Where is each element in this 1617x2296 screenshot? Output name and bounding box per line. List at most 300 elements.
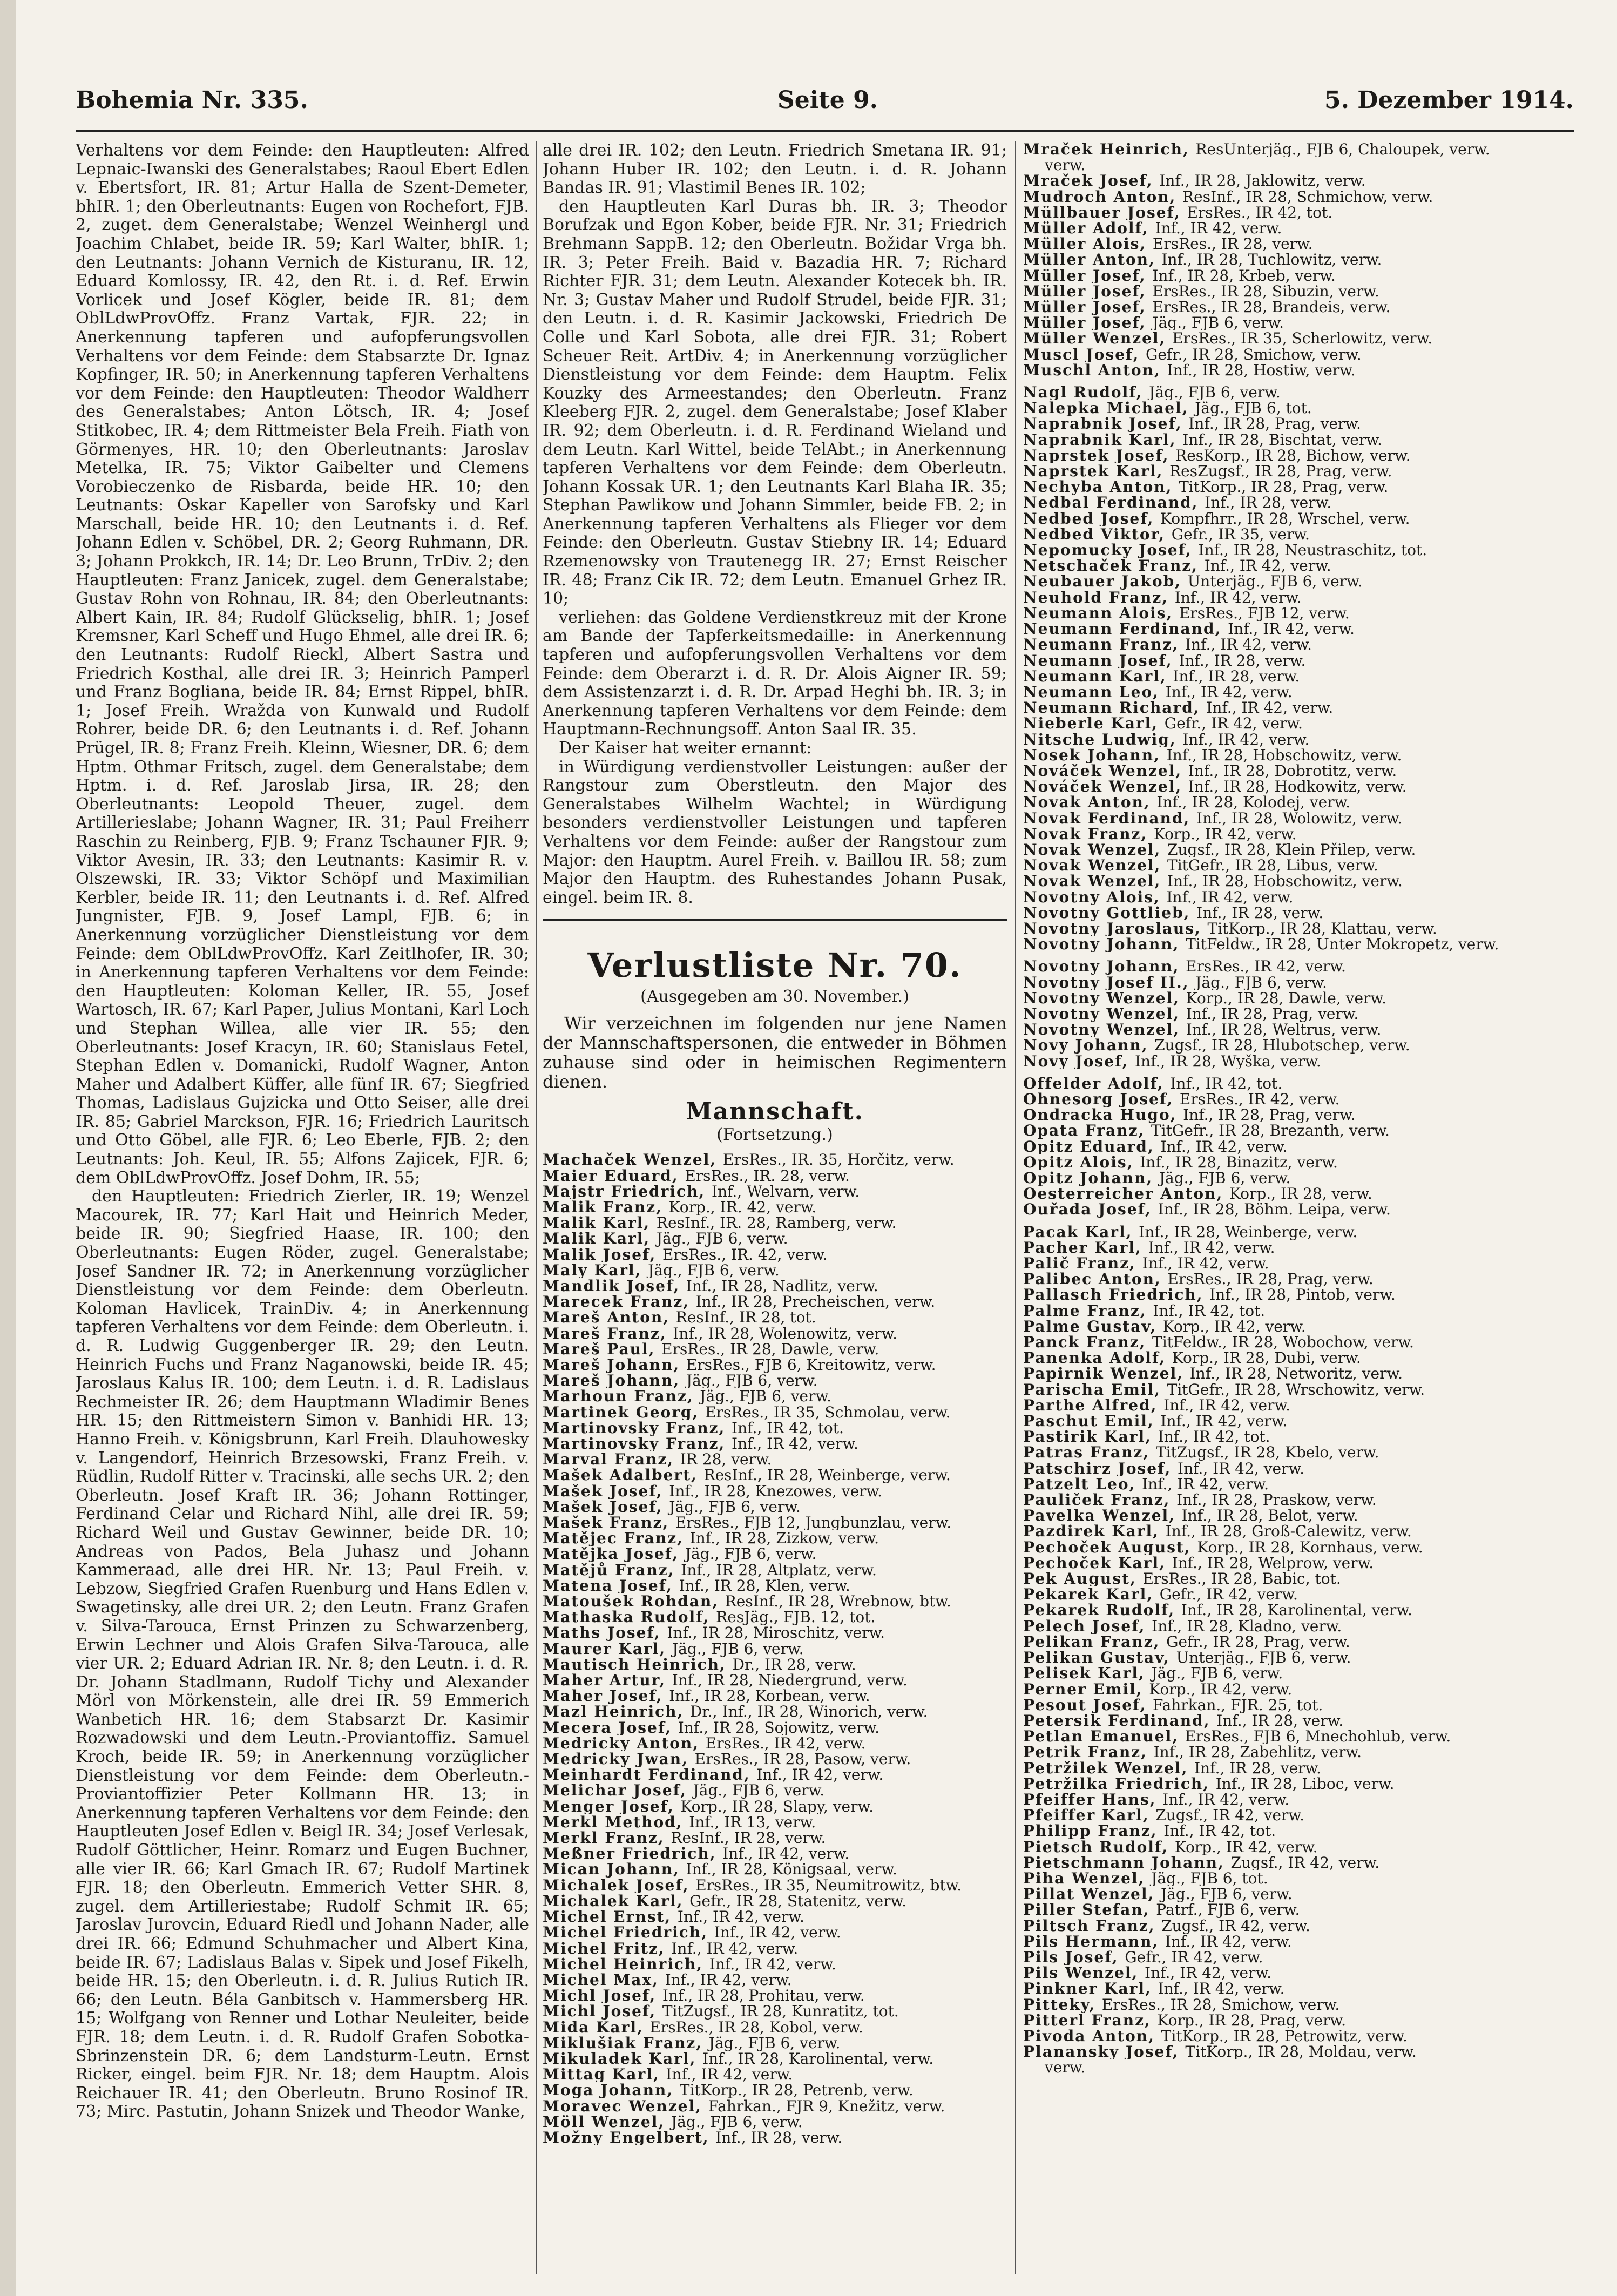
casualty-details: ErsRes., IR 28, Smichow, verw. (1101, 1996, 1340, 2013)
casualty-name: Novotny Jaroslaus, (1023, 920, 1208, 937)
casualty-entry (1023, 1303, 1574, 1319)
casualty-details: Inf., IR 28, Altplatz, verw. (681, 1562, 877, 1578)
casualty-details: Jäg., FJB 6, verw. (671, 2113, 803, 2130)
casualty-entry (1023, 763, 1574, 779)
casualty-details: Jäg., FJB 6, verw. (1195, 974, 1327, 990)
casualty-details: ErsRes., IR. 42, verw. (662, 1246, 828, 1262)
casualty-details: Inf., IR 42, verw. (722, 1846, 850, 1862)
casualty-details: Inf., IR 28, Prag, verw. (1186, 1005, 1359, 1022)
casualty-entry (1023, 921, 1574, 936)
casualty-details: Inf., IR 13, verw. (689, 1814, 816, 1831)
casualty-name: Malik Karl, (543, 1231, 657, 1247)
casualty-entry (543, 1720, 1007, 1735)
casualty-name: Pietschmann Johann, (1023, 1854, 1231, 1870)
casualty-details: Inf., IR 28, verw. (1173, 668, 1300, 684)
casualty-entry (543, 1451, 1007, 1467)
casualty-details: Inf., IR 42, verw. (756, 1767, 884, 1783)
casualty-name: Ohnesorg Josef, (1023, 1091, 1180, 1108)
casualty-name: Nieberle Karl, (1023, 715, 1165, 732)
casualty-entry (1023, 1792, 1574, 1807)
casualty-name: Müller Anton, (1023, 252, 1162, 268)
casualty-entry (1023, 1076, 1574, 1091)
casualty-details: ErsRes., IR 28, verw. (1152, 236, 1313, 252)
casualty-entry (1023, 1807, 1574, 1823)
casualty-entry (543, 1814, 1007, 1830)
casualty-name: Neubauer Jakob, (1023, 573, 1188, 590)
casualty-name: Marval Franz, (543, 1451, 680, 1468)
casualty-name: Müller Josef, (1023, 283, 1153, 300)
casualty-details: Inf., IR 42, verw. (1155, 220, 1282, 237)
casualty-name: Novotny Johann, (1023, 936, 1186, 953)
casualty-details: Inf., IR 28, Networitz, verw. (1189, 1366, 1403, 1382)
casualty-name: Maier Eduard, (543, 1167, 685, 1184)
casualty-entry (1023, 252, 1574, 267)
casualty-name: Maths Josef, (543, 1625, 667, 1641)
casualty-entry (543, 1861, 1007, 1877)
casualty-name: Nováček Wenzel, (1023, 779, 1188, 795)
casualty-entry (1023, 684, 1574, 700)
casualty-name: Nedbed Viktor, (1023, 526, 1172, 543)
casualty-list (1023, 141, 1574, 2076)
casualty-name: Novotny Alois, (1023, 889, 1167, 905)
casualty-name: Mican Johann, (543, 1861, 686, 1878)
casualty-entry (543, 1199, 1007, 1215)
casualty-name: Medricky Anton, (543, 1735, 706, 1752)
casualty-name: Mašek Adalbert, (543, 1467, 704, 1483)
casualty-details: ErsRes., FJB 12, Jungbunzlau, verw. (675, 1515, 952, 1531)
casualty-entry (543, 1530, 1007, 1546)
casualty-name: Mittag Karl, (543, 2067, 666, 2083)
casualty-name: Möll Wenzel, (543, 2113, 671, 2130)
casualty-entry (543, 1483, 1007, 1499)
casualty-entry (1023, 2028, 1574, 2044)
casualty-details: Jäg., FJB 6, tot. (1151, 1870, 1268, 1887)
casualty-entry (1023, 1586, 1574, 1602)
casualty-entry (1023, 590, 1574, 605)
continuation-note: (Fortsetzung.) (716, 1125, 833, 1145)
casualty-list (543, 1152, 1007, 2145)
casualty-entry (1023, 1006, 1574, 1022)
decorations-text: alle drei IR. 102; den Leutn. Friedrich Smetana IR. 91; Johann Huber IR. 102; den Leutn. i. d. R. Johann Bandas IR. 91; Vlastimil Benes IR. 102; (543, 141, 1007, 198)
casualty-details: Inf., IR 42, verw. (671, 1940, 799, 1956)
casualty-entry (1023, 2059, 1574, 2075)
casualty-details: Korp., IR 42, verw. (1162, 1318, 1306, 1335)
casualty-name: Pastirik Karl, (1023, 1429, 1158, 1445)
casualty-entry (1023, 1949, 1574, 1965)
casualty-name: Müller Josef, (1023, 315, 1153, 331)
casualty-details: Jäg., FJB 6, tot. (1195, 400, 1312, 416)
casualty-name: Malik Karl, (543, 1215, 657, 1231)
casualty-entry (1023, 283, 1574, 299)
casualty-entry (543, 1704, 1007, 1719)
casualty-details: Zugsf., IR 42, verw. (1161, 1917, 1310, 1934)
casualty-name: Opata Franz, (1023, 1123, 1151, 1139)
casualty-details: Inf., IR 28, Neustraschitz, tot. (1198, 542, 1427, 558)
casualty-name: Petržilka Friedrich, (1023, 1775, 1216, 1792)
casualty-entry (1023, 1571, 1574, 1586)
casualty-entry (1023, 1602, 1574, 1618)
casualty-name: Mida Karl, (543, 2019, 650, 2035)
casualty-name: Petržilek Wenzel, (1023, 1760, 1195, 1776)
casualty-name: Pelisek Karl, (1023, 1665, 1152, 1682)
casualty-details: Inf., IR 28, verw. (715, 2129, 843, 2146)
casualty-name: Ondracka Hugo, (1023, 1107, 1183, 1123)
casualty-details: ErsRes., IR 28, Sibuzin, verw. (1152, 283, 1379, 300)
casualty-entry (1023, 526, 1574, 542)
casualty-entry (543, 1657, 1007, 1672)
casualty-details: Inf., IR 28, Precheischen, verw. (695, 1294, 936, 1310)
casualty-details: Inf., IR 42, tot. (1158, 1429, 1270, 1445)
casualty-entry (1023, 1855, 1574, 1870)
casualty-entry (543, 1641, 1007, 1657)
casualty-entry (1023, 141, 1574, 157)
casualty-details: Inf., IR 28, Wolenowitz, verw. (673, 1325, 898, 1341)
casualty-entry (543, 1625, 1007, 1640)
casualty-name: Pesout Josef, (1023, 1697, 1153, 1713)
casualty-name: Pitterl Franz, (1023, 2012, 1158, 2028)
casualty-name: Parthe Alfred, (1023, 1397, 1164, 1414)
casualty-name: Pivoda Anton, (1023, 2028, 1161, 2044)
casualty-name: Matějů Franz, (543, 1562, 681, 1578)
casualty-details: ErsRes., FJB 6, Mnechohlub, verw. (1185, 1728, 1451, 1745)
casualty-name: Pek August, (1023, 1571, 1143, 1587)
casualty-details: Jäg., FJB 6, verw. (685, 1546, 817, 1562)
column-middle (543, 141, 1007, 2280)
casualty-name: Nedbal Ferdinand, (1023, 495, 1205, 511)
casualty-details: Inf., IR 42, verw. (1158, 1981, 1285, 1997)
casualty-entry (543, 1735, 1007, 1751)
casualty-details: Korp., IR 28, Slapy, verw. (680, 1798, 874, 1814)
page-number: Seite 9. (777, 86, 878, 114)
casualty-details: Inf., IR 42, verw. (1142, 1255, 1269, 1272)
casualty-details: TitZugsf., IR 28, Kbelo, verw. (1155, 1444, 1379, 1461)
casualty-entry (1023, 1255, 1574, 1271)
casualty-entry (543, 1924, 1007, 1940)
casualty-name: Novak Wenzel, (1023, 857, 1168, 874)
casualty-details: Jäg., FJB 6, verw. (686, 1373, 818, 1389)
casualty-details: Inf., IR 28, Wolowitz, verw. (1196, 810, 1403, 826)
casualty-entry (543, 2051, 1007, 2067)
casualty-entry (1023, 511, 1574, 526)
casualty-details: ResZugsf., IR 28, Prag, verw. (1169, 463, 1392, 480)
casualty-details: ErsRes., IR 35, Neumitrowitz, btw. (695, 1877, 962, 1893)
casualty-details: Inf., IR 42, verw. (1182, 731, 1310, 747)
casualty-entry (1023, 1054, 1574, 1069)
casualty-details: Inf., IR 28, Bischtat, verw. (1182, 431, 1382, 448)
casualty-details: Jäg., FJB 6, verw. (708, 2035, 841, 2051)
casualty-details: Inf., IR 28, verw. (1216, 1712, 1344, 1729)
casualty-details: ErsRes., IR. 28, verw. (685, 1167, 850, 1184)
casualty-name: Naprabnik Josef, (1023, 416, 1189, 432)
casualty-name: Michel Max, (543, 1971, 665, 1988)
casualty-entry (1023, 1037, 1574, 1053)
casualty-details: Gefr., IR 42, verw. (1125, 1949, 1263, 1966)
casualty-name: Müller Wenzel, (1023, 330, 1173, 347)
casualty-entry (1023, 1201, 1574, 1217)
casualty-details: ErsRes., IR 28, Brandeis, verw. (1152, 299, 1391, 315)
casualty-entry (1023, 416, 1574, 431)
casualty-name: Michl Josef, (543, 2003, 662, 2020)
casualty-details: Inf., IR 42, verw. (665, 1971, 792, 1988)
casualty-entry (1023, 1682, 1574, 1697)
casualty-details: Unterjäg., FJB 6, verw. (1187, 573, 1363, 590)
casualty-name: Mazl Heinrich, (543, 1704, 690, 1720)
casualty-details: Jäg., FJB 6, verw. (669, 1498, 801, 1515)
casualty-details: Jäg., FJB 6, verw. (672, 1640, 804, 1657)
casualty-name: Patschirz Josef, (1023, 1460, 1178, 1476)
casualty-name: Pacak Karl, (1023, 1224, 1139, 1240)
casualty-details: Zugsf., IR 42, verw. (1230, 1854, 1380, 1870)
casualty-details: Jäg., FJB 6, verw. (1160, 1886, 1293, 1902)
casualty-entry (1023, 1918, 1574, 1934)
casualty-entry (543, 1546, 1007, 1562)
casualty-entry (543, 1404, 1007, 1420)
casualty-entry (1023, 1776, 1574, 1792)
casualty-entry (1023, 1870, 1574, 1886)
casualty-entry (543, 1309, 1007, 1325)
casualty-entry (1023, 1319, 1574, 1334)
casualty-entry (1023, 605, 1574, 621)
casualty-entry (1023, 1429, 1574, 1444)
casualty-name: Medricky Jwan, (543, 1751, 695, 1767)
casualty-name: Majstr Friedrich, (543, 1183, 712, 1199)
casualty-name: Pelech Josef, (1023, 1618, 1152, 1634)
casualty-details: ErsRes., IR 28, Babic, tot. (1142, 1571, 1341, 1587)
casualty-details: Korp., IR 42, verw. (1174, 1839, 1318, 1855)
casualty-name: Paschut Emil, (1023, 1413, 1161, 1429)
casualty-details: Inf., IR 42, verw. (1163, 1397, 1291, 1414)
casualty-details: Inf., IR 28, Prag, verw. (1183, 1107, 1356, 1123)
casualty-details: Inf., IR 42, verw. (666, 2067, 793, 2083)
casualty-entry (1023, 573, 1574, 589)
casualty-entry (543, 1767, 1007, 1782)
casualty-entry (1023, 2044, 1574, 2059)
casualty-name: Moravec Wenzel, (543, 2098, 708, 2114)
casualty-entry (543, 1909, 1007, 1924)
casualty-entry (1023, 873, 1574, 889)
casualty-name: Ouřada Josef, (1023, 1201, 1158, 1218)
casualty-name: Palibec Anton, (1023, 1271, 1168, 1287)
casualty-entry (1023, 1634, 1574, 1650)
casualty-details: Gefr., IR 35, verw. (1171, 526, 1310, 543)
casualty-name: Pinkner Karl, (1023, 1981, 1158, 1997)
casualty-name: Mikuladek Karl, (543, 2050, 703, 2067)
casualty-name: Pils Hermann, (1023, 1933, 1165, 1949)
issue-date: 5. Dezember 1914. (1324, 86, 1574, 114)
casualty-name: Neumann Franz, (1023, 637, 1186, 653)
casualty-details: Inf., IR 28, Karolinental, verw. (702, 2050, 934, 2067)
casualty-name: Muscl Josef, (1023, 346, 1146, 362)
casualty-details: Inf., IR 42, verw. (1204, 558, 1331, 574)
casualty-entry (543, 1799, 1007, 1814)
casualty-name: Michalek Karl, (543, 1893, 690, 1909)
casualty-entry (1023, 1713, 1574, 1728)
casualty-details: verw. (1045, 2059, 1086, 2076)
casualty-entry (1023, 1287, 1574, 1302)
casualty-entry (1023, 1461, 1574, 1476)
casualty-details: TitGefr., IR 28, Brezanth, verw. (1151, 1123, 1390, 1139)
casualty-entry (1023, 905, 1574, 921)
casualty-name: Nepomucky Josef, (1023, 542, 1199, 558)
casualty-details: Inf., IR 28, Wyška, verw. (1134, 1053, 1321, 1069)
casualty-entry (543, 1436, 1007, 1451)
casualty-entry (543, 1515, 1007, 1530)
casualty-details: Inf., IR 28, Miroschitz, verw. (667, 1625, 885, 1641)
casualty-details: Jäg., FJB 6, verw. (1159, 1170, 1291, 1186)
casualty-name: Martinovsky Franz, (543, 1436, 732, 1452)
casualty-details: Dr., Inf., IR 28, Winorich, verw. (689, 1704, 928, 1720)
casualty-name: Neumann Alois, (1023, 605, 1179, 622)
casualty-name: Nedbed Josef, (1023, 510, 1161, 526)
casualty-name: Pacher Karl, (1023, 1239, 1148, 1256)
casualty-name: Michel Ernst, (543, 1909, 678, 1925)
casualty-name: Pfeiffer Karl, (1023, 1807, 1156, 1824)
casualty-entry (1023, 463, 1574, 479)
casualty-details: Inf., IR 28, Hobschowitz, verw. (1166, 747, 1402, 763)
casualty-name: Petrik Franz, (1023, 1744, 1154, 1760)
casualty-name: Nagl Rudolf, (1023, 384, 1149, 401)
casualty-name: Nechyba Anton, (1023, 479, 1179, 495)
casualty-entry (1023, 668, 1574, 684)
casualty-entry (543, 1231, 1007, 1246)
casualty-entry (1023, 1744, 1574, 1760)
casualty-details: Inf., IR 28, Dobrotitz, verw. (1188, 762, 1397, 779)
casualty-details: Korp., IR 28, Dawle, verw. (1186, 990, 1386, 1006)
casualty-details: Fahrkan., FJR 9, Knežitz, verw. (708, 2098, 945, 2114)
casualty-entry (543, 2067, 1007, 2082)
casualty-entry (1023, 1350, 1574, 1366)
casualty-details: TitKorp., IR 28, Prag, verw. (1179, 479, 1389, 495)
casualty-details: TitGefr., IR 28, Wrschowitz, verw. (1167, 1381, 1425, 1397)
casualty-entry (1023, 700, 1574, 715)
casualty-details: Inf., IR 28, Hodkowitz, verw. (1188, 779, 1407, 795)
casualty-name: Pazdirek Karl, (1023, 1523, 1166, 1539)
casualty-entry (543, 2114, 1007, 2130)
casualty-details: Inf., IR 28, Nadlitz, verw. (686, 1278, 878, 1294)
casualty-entry (543, 2082, 1007, 2098)
casualty-name: Matena Josef, (543, 1577, 679, 1594)
casualty-details: Gefr., IR 28, Prag, verw. (1166, 1633, 1350, 1650)
casualty-details: Inf., IR 42, verw. (1174, 589, 1302, 605)
casualty-entry (1023, 1413, 1574, 1429)
casualty-details: Inf., IR 42, verw. (1160, 1413, 1288, 1429)
casualty-name: Machaček Wenzel, (543, 1152, 723, 1168)
casualty-details: Jäg., FJB 6, verw. (656, 1231, 788, 1247)
casualty-entry (1023, 1397, 1574, 1413)
casualty-entry (1023, 1760, 1574, 1776)
casualty-details: Inf., IR 28, Liboc, verw. (1215, 1775, 1395, 1792)
casualty-details: Jäg., FJB 6, verw. (1149, 384, 1281, 401)
casualty-details: Zugsf., IR 28, Klein Přilep, verw. (1167, 841, 1416, 858)
casualty-name: Mareš Franz, (543, 1325, 673, 1341)
casualty-details: Inf., IR 28, Prag, verw. (1188, 416, 1361, 432)
casualty-details: ResInf., IR 28, Wrebnow, btw. (725, 1593, 951, 1610)
casualty-details: Zugsf., IR 28, Hlubotschep, verw. (1154, 1037, 1410, 1054)
casualty-name: Panenka Adolf, (1023, 1350, 1172, 1366)
casualty-details: ErsRes., IR 28, Pasow, verw. (694, 1751, 911, 1767)
casualty-name: Martinovsky Franz, (543, 1420, 732, 1436)
casualty-entry (1023, 495, 1574, 510)
casualty-name: Pauliček Franz, (1023, 1492, 1177, 1508)
casualty-details: Inf., IR 28, verw. (1205, 495, 1332, 511)
casualty-entry (1023, 1022, 1574, 1037)
casualty-entry (1023, 732, 1574, 747)
casualty-entry (1023, 1492, 1574, 1508)
casualty-entry (1023, 1839, 1574, 1855)
casualty-entry (1023, 857, 1574, 873)
casualty-name: Novy Josef, (1023, 1053, 1135, 1069)
casualty-details: IR 28, verw. (680, 1451, 772, 1468)
casualty-name: Mašek Josef, (543, 1483, 669, 1499)
casualty-entry (1023, 747, 1574, 763)
casualty-entry (1023, 479, 1574, 495)
casualty-entry (543, 1941, 1007, 1956)
casualty-name: Palme Gustav, (1023, 1318, 1163, 1335)
casualty-entry (1023, 1523, 1574, 1539)
casualty-name: Matějec Franz, (543, 1530, 690, 1547)
casualty-name: Neumann Richard, (1023, 700, 1207, 716)
casualty-entry (543, 1247, 1007, 1262)
casualty-entry (1023, 173, 1574, 188)
casualty-entry (1023, 1665, 1574, 1681)
decorations-text: den Hauptleuten Karl Duras bh. IR. 3; Theodor Borufzak und Egon Kober, beide FJR. Nr. 31; Friedrich Brehmann SappB. 12; den Oberleutn. Božidar Vrga bh. IR. 3; Peter Freih. Baid v. Bazadia HR. 7; Richard Richter FJR. 31; dem Leutn. Alexander Kotecek bh. IR. Nr. 3; Gustav Maher und Rudolf Strudel, beide FJR. 31; den Leutn. i. d. R. Kasimir Jackowski, Friedrich De Colle und Karl Sobota, alle drei FJR. 31; Robert Scheuer Reit. ArtDiv. 4; in Anerkennung vorzüglicher Dienstleistung vor dem Feinde: dem Hauptm. Felix Kouzky des Armeestandes; den Oberleutn. Franz Kleeberg FJR. 2, zugel. dem Generalstabe; Josef Klaber IR. 92; dem Oberleutn. i. d. R. Ferdinand Wieland und dem Leutn. Karl Wittel, beide TelAbt.; in Anerkennung tapferen Verhaltens vor dem Feinde: dem Oberleutn. Johann Kossak UR. 1; den Leutnants Karl Blaha IR. 35; Stephan Pawlikow und Johann Simmler, beide FB. 2; in Anerkennung tapferen Verhaltens als Flieger vor dem Feinde: den Oberleutn. Gustav Stiebny IR. 14; Eduard Rzemenowsky von Trautenegg IR. 27; Ernst Reischer IR. 48; Franz Cik IR. 72; dem Leutn. Emanuel Grhez IR. 10; (543, 197, 1007, 609)
casualty-details: Inf., IR 28, Krbeb, verw. (1152, 267, 1336, 283)
casualty-details: Inf., IR 42, verw. (1206, 700, 1334, 716)
casualty-details: ResInf., IR 28, tot. (675, 1309, 816, 1326)
casualty-details: Gefr., IR 42, verw. (1159, 1586, 1298, 1603)
casualty-name: Pelikan Gustav, (1023, 1650, 1176, 1666)
casualty-entry (1023, 220, 1574, 236)
casualty-name: Petersik Ferdinand, (1023, 1712, 1217, 1729)
casualty-name: Mathaska Rudolf, (543, 1609, 716, 1625)
casualty-entry (543, 1152, 1007, 1167)
casualty-details: ErsRes., FJB 12, verw. (1179, 605, 1350, 622)
casualty-entry (1023, 1997, 1574, 2013)
casualty-name: Melichar Josef, (543, 1782, 693, 1799)
casualty-name: Novak Wenzel, (1023, 841, 1168, 858)
casualty-details: TitZugsf., IR 28, Kunratitz, tot. (662, 2003, 899, 2020)
casualty-name: Mraček Heinrich, (1023, 141, 1196, 158)
casualty-name: Mecera Josef, (543, 1719, 678, 1735)
casualty-name: Mareš Paul, (543, 1341, 662, 1357)
casualty-name: Netschaček Franz, (1023, 558, 1205, 574)
casualty-entry (543, 1593, 1007, 1609)
casualty-name: Naprabnik Karl, (1023, 431, 1183, 448)
casualty-entry (1023, 1823, 1574, 1839)
casualty-details: Inf., IR 28, Niedergrund, verw. (672, 1672, 908, 1689)
casualty-details: Inf., IR 28, Karolinental, verw. (1181, 1602, 1412, 1618)
casualty-details: ResJäg., FJB. 12, tot. (716, 1609, 876, 1625)
casualty-name: Malik Franz, (543, 1199, 669, 1215)
casualty-entry (543, 1878, 1007, 1893)
page-binding-edge (0, 0, 16, 2296)
casualty-details: ErsRes., IR 35, Schmolau, verw. (705, 1404, 951, 1420)
casualty-details: Inf., IR 42, verw. (1148, 1239, 1275, 1256)
casualty-name: Novotny Gottlieb, (1023, 904, 1197, 921)
casualty-name: Opitz Alois, (1023, 1154, 1140, 1170)
casualty-name: Novak Anton, (1023, 794, 1157, 811)
casualty-name: Pekarek Rudolf, (1023, 1602, 1181, 1618)
casualty-name: Meßner Friedrich, (543, 1846, 723, 1862)
casualty-entry (1023, 2013, 1574, 2028)
casualty-name: Martinek Georg, (543, 1404, 706, 1420)
casualty-details: TitFeldw., IR 28, Unter Mokropetz, verw. (1186, 936, 1499, 953)
newspaper-issue: Bohemia Nr. 335. (76, 86, 308, 114)
casualty-name: Merkl Method, (543, 1814, 689, 1831)
casualty-entry (1023, 637, 1574, 652)
casualty-name: Pils Wenzel, (1023, 1965, 1145, 1981)
casualty-entry (1023, 990, 1574, 1006)
